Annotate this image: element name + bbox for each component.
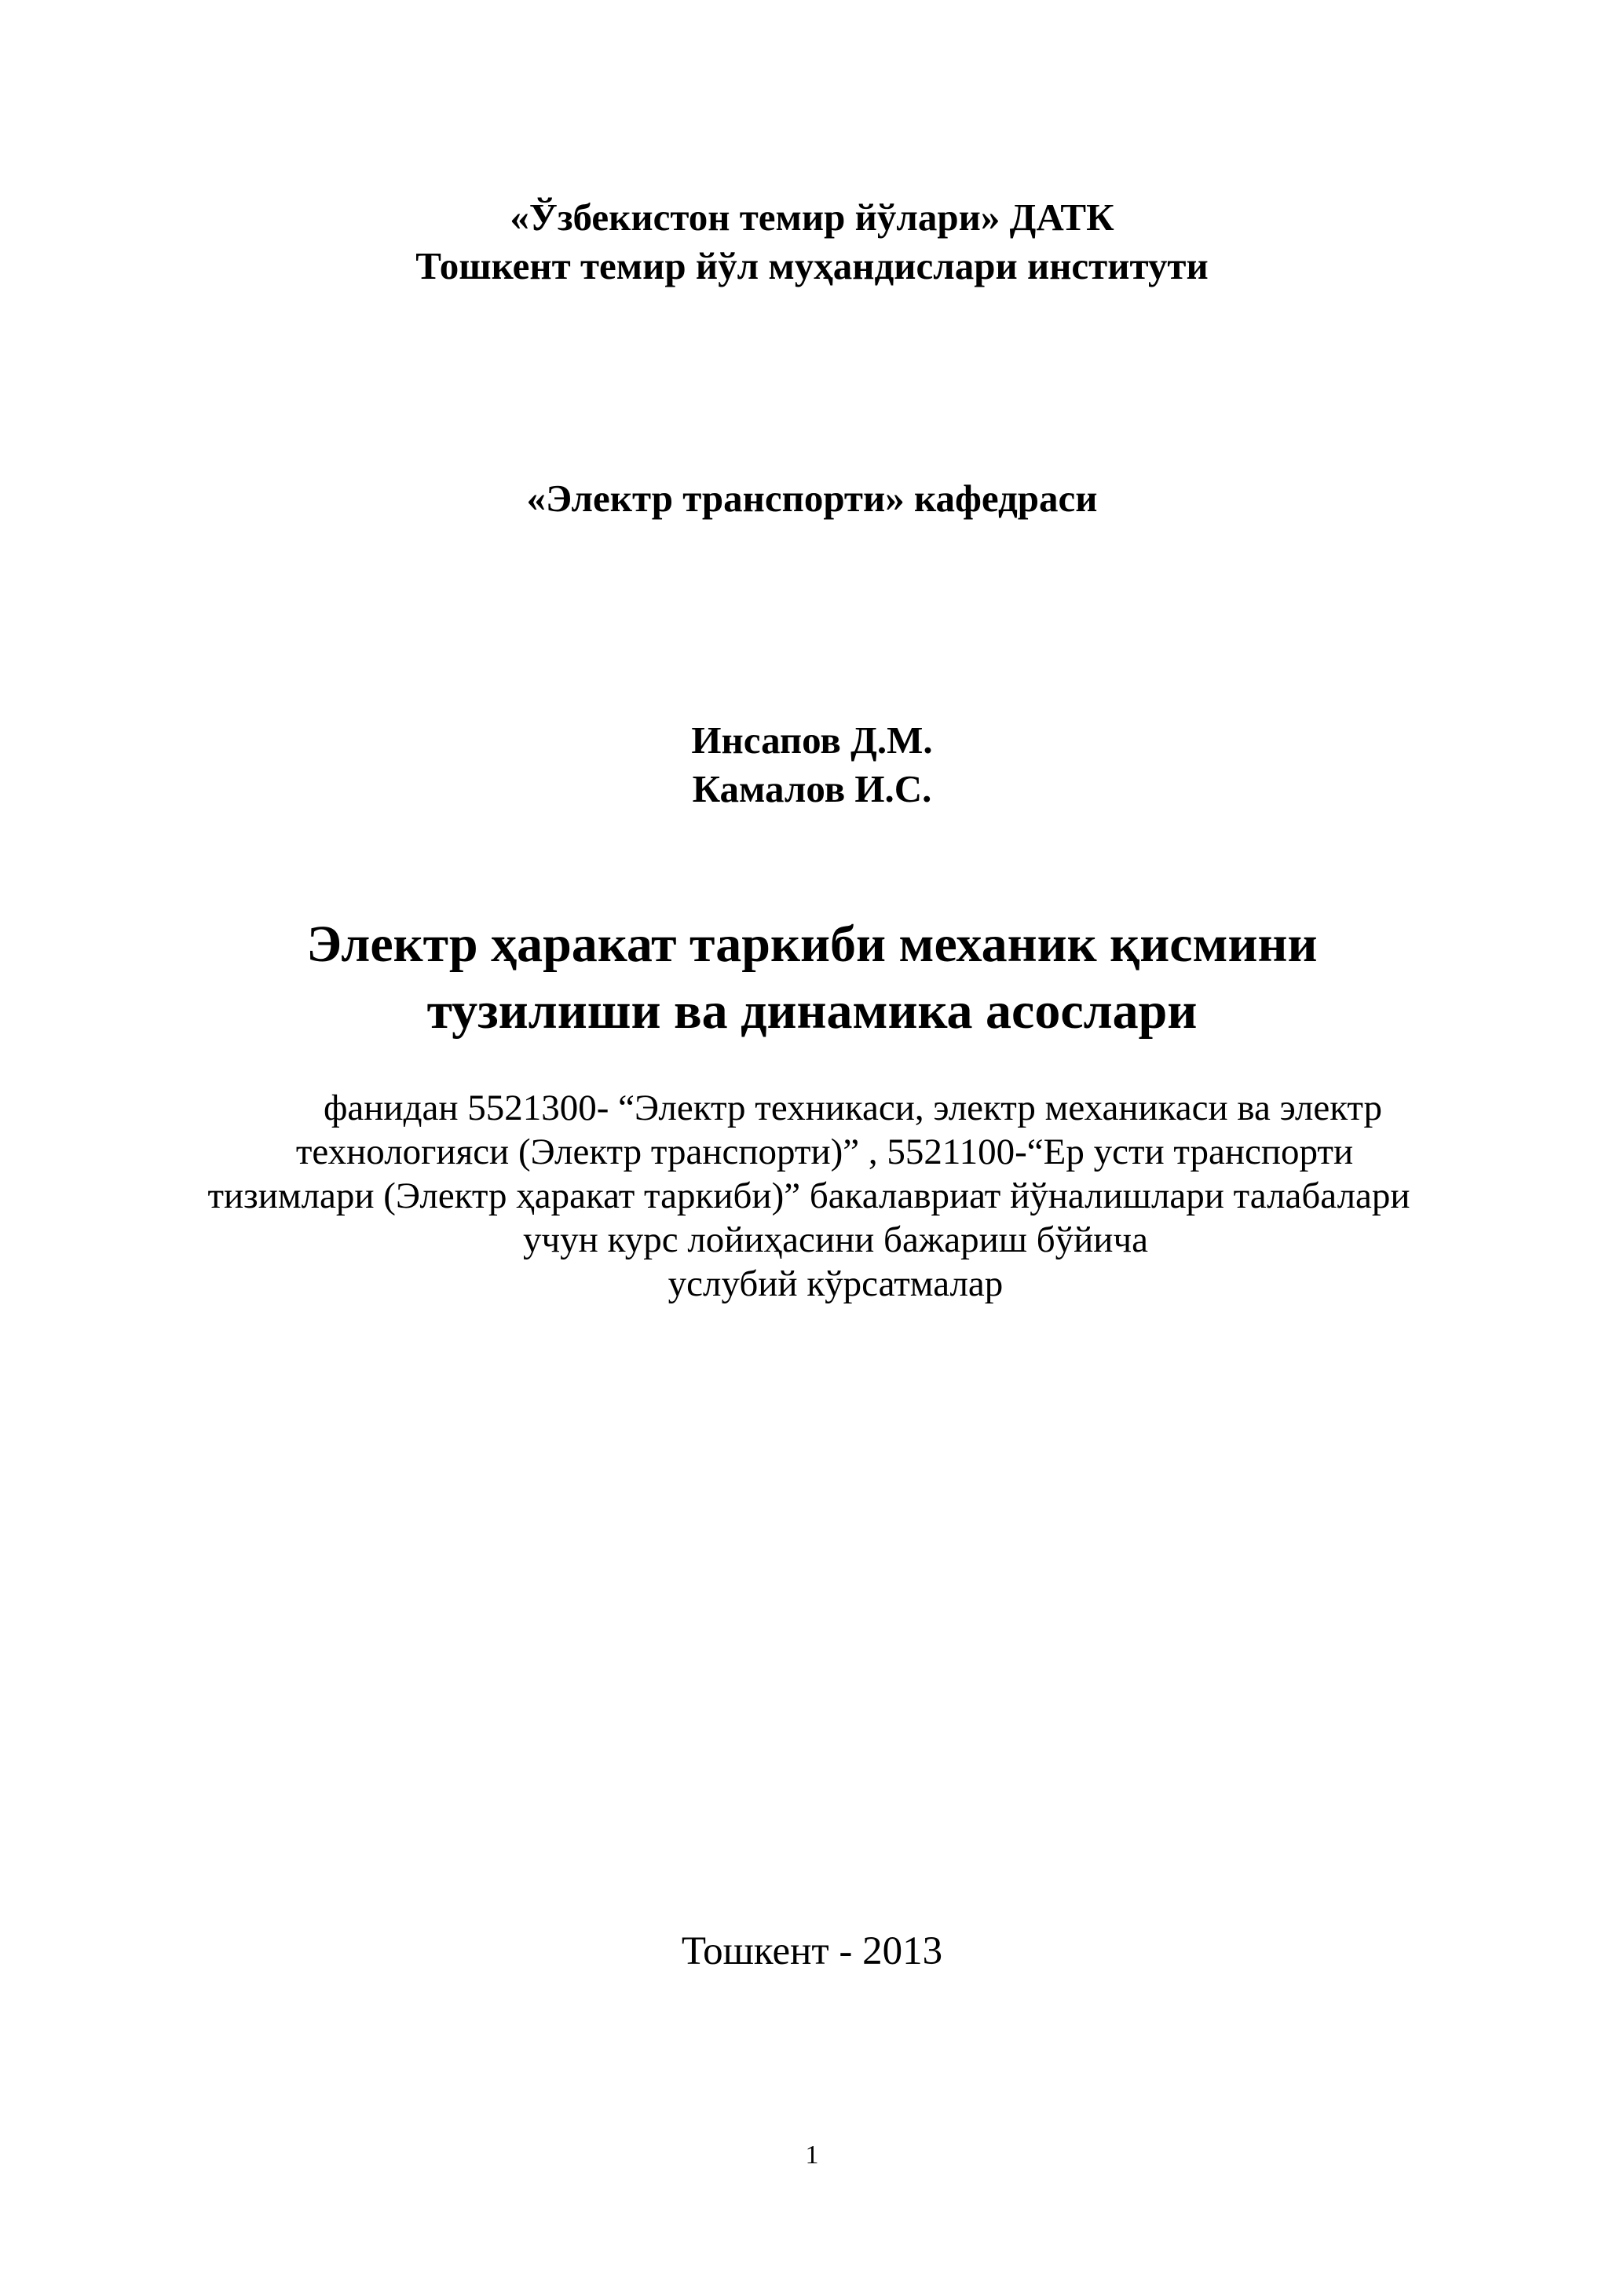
- author-2: Камалов И.С.: [692, 767, 932, 810]
- department-name: «Электр транспорти» кафедраси: [526, 477, 1098, 520]
- subtitle-line-4: учун курс лойиҳасини бажариш бўйича: [523, 1219, 1148, 1260]
- subtitle-line-3: тизимлари (Электр ҳаракат таркиби)” бакалавриат йўналишлари талабалари: [207, 1175, 1410, 1216]
- page-number: 1: [805, 2141, 819, 2170]
- subtitle-line-1: фанидан 5521300- “Электр техникаси, электр механикаси ва электр: [323, 1088, 1383, 1128]
- city-year: Тошкент - 2013: [681, 1929, 943, 1973]
- organization-name: «Ўзбекистон темир йўлари» ДАТК: [510, 196, 1114, 239]
- subtitle-line-2: технологияси (Электр транспорти)” , 5521100-“Ер усти транспорти: [295, 1132, 1354, 1172]
- document-title-line-2: тузилиши ва динамика асослари: [426, 982, 1198, 1040]
- institute-name: Тошкент темир йўл муҳандислари институти: [415, 244, 1209, 287]
- document-title-line-1: Электр ҳаракат таркиби механик қисмини: [306, 916, 1318, 973]
- subtitle-line-5: услубий кўрсатмалар: [668, 1263, 1004, 1304]
- author-1: Инсапов Д.М.: [691, 718, 933, 762]
